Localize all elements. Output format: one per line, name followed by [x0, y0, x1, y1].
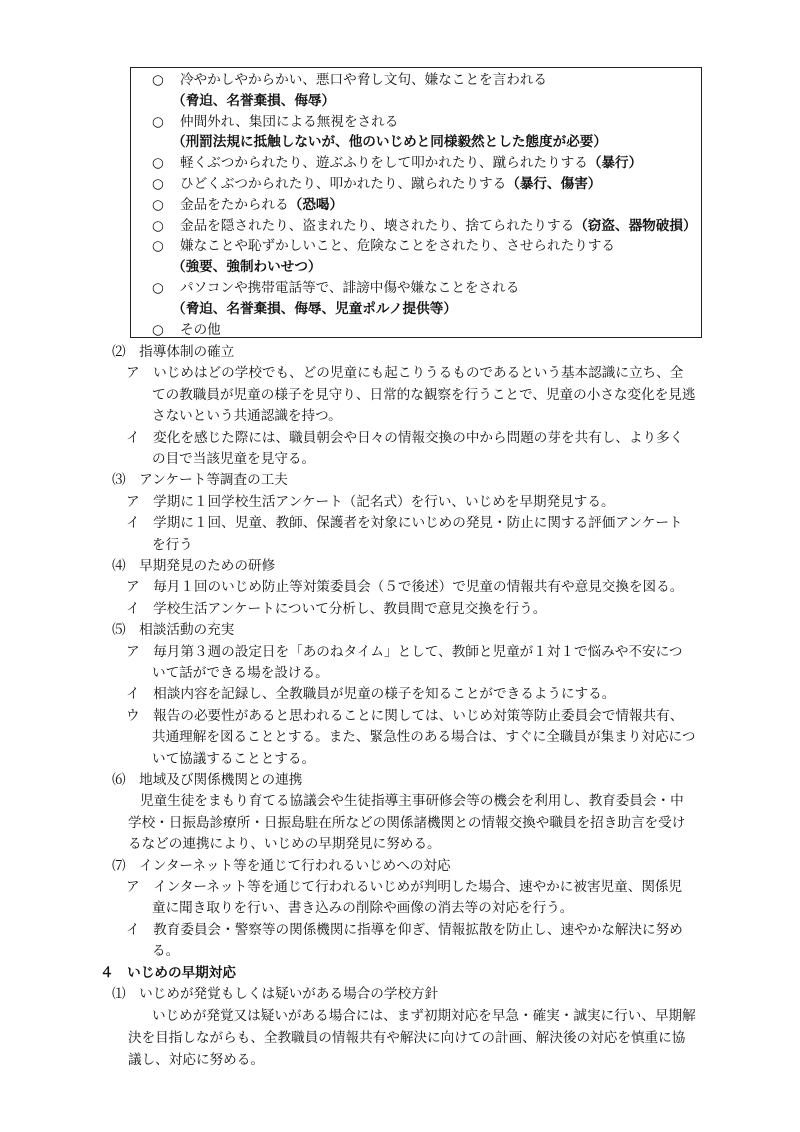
subsection-heading: ⑹ 地域及び関係機関との連携	[112, 772, 303, 788]
section-4-heading: ４ いじめの早期対応	[100, 965, 236, 981]
body-text-line: 児童生徒をまもり育てる協議会や生徒指導主事研修会等の機会を利用し、教育委員会・中	[140, 793, 684, 810]
section-4-sub-1: ⑴ いじめが発覚もしくは疑いがある場合の学校方針	[112, 986, 439, 1002]
bullet-circle-icon: ○	[152, 196, 164, 213]
body-text-line: を行う	[152, 536, 193, 553]
example-text: その他	[180, 321, 221, 338]
bullet-circle-icon: ○	[152, 217, 164, 234]
body-text-line: いて協議することとする。	[152, 750, 316, 767]
box-example-line	[180, 236, 615, 256]
body-text-line: いて話ができる場を設ける。	[152, 665, 329, 681]
box-example-line	[180, 278, 519, 298]
subsection-heading: ⑷ 早期発見のための研修	[112, 558, 276, 574]
box-example-line	[172, 132, 607, 152]
legal-category-label: （暴行、傷害）	[506, 176, 602, 192]
example-text: ひどくぶつかられたり、叩かれたり、蹴られたりする	[180, 176, 507, 192]
box-example-line	[180, 216, 697, 236]
body-text-line: さないという共通認識を持つ。	[152, 408, 342, 425]
example-text: 嫌なことや恥ずかしいこと、危険なことをされたり、させられたりする	[180, 238, 615, 255]
legal-category-label: （強要、強制わいせつ）	[172, 259, 322, 276]
subsection-heading: ⑶ アンケート等調査の工夫	[112, 472, 288, 489]
section-4-para-line: 議し、対応に努める。	[128, 1052, 264, 1068]
legal-category-label: （脅迫、名誉棄損、侮辱）	[172, 92, 336, 109]
example-text: 冷やかしやからかい、悪口や脅し文句、嫌なことを言われる	[180, 72, 548, 88]
bullet-circle-icon: ○	[152, 72, 164, 88]
legal-category-label: （脅迫、名誉棄損、侮辱、児童ポルノ提供等）	[172, 300, 457, 317]
body-text-line: ア 毎月第３週の設定日を「あのねタイム」として、教師と児童が１対１で悩みや不安につ	[126, 643, 683, 660]
example-text: 軽くぶつかられたり、遊ぶふりをして叩かれたり、蹴られたりする	[180, 155, 588, 172]
example-text: 金品をたかられる	[180, 196, 289, 213]
body-text-line: ア 毎月１回のいじめ防止等対策委員会（５で後述）で児童の情報共有や意見交換を図る。	[126, 579, 684, 596]
subsection-heading: ⑵ 指導体制の確立	[112, 344, 235, 360]
box-example-line	[172, 299, 457, 319]
box-example-line	[172, 257, 322, 277]
body-text-line: イ 変化を感じた際には、職員朝会や日々の情報交換の中から問題の芽を共有し、より多く	[126, 429, 684, 446]
section-4-para-line: いじめが発覚又は疑いがある場合には、まず初期対応を早急・確実・誠実に行い、早期解	[152, 1008, 696, 1024]
box-example-line	[180, 153, 642, 173]
bullet-circle-icon: ○	[152, 238, 164, 255]
legal-category-label: （刑罰法規に抵触しないが、他のいじめと同様毅然とした態度が必要）	[172, 134, 607, 151]
bullet-circle-icon: ○	[152, 280, 164, 296]
subsection-heading: ⑺ インターネット等を通じて行われるいじめへの対応	[112, 857, 451, 874]
box-example-line	[180, 320, 221, 340]
example-text: 仲間外れ、集団による無視をされる	[180, 113, 399, 130]
body-text-line: る。	[152, 943, 180, 960]
box-example-line	[172, 91, 335, 111]
body-text-line: イ 学期に１回、児童、教師、保護者を対象にいじめの発見・防止に関する評価アンケート	[126, 515, 683, 532]
bullet-circle-icon: ○	[152, 113, 164, 130]
body-text-line: ア いじめはどの学校でも、どの児童にも起こりうるものであるという基本認識に立ち、全	[126, 365, 684, 382]
body-text-line: 学校・日振島診療所・日振島駐在所などの関係諸機関との情報交換や職員を招き助言を受け	[128, 814, 686, 831]
legal-category-label: （恐喝）	[288, 196, 344, 213]
bullet-circle-icon: ○	[152, 176, 164, 192]
legal-category-label: （暴行）	[587, 155, 643, 172]
bullet-circle-icon: ○	[152, 321, 164, 338]
box-example-line	[180, 70, 547, 90]
subsection-heading: ⑸ 相談活動の充実	[112, 622, 235, 639]
body-text-line: ア インターネット等を通じて行われるいじめが判明した場合、速やかに被害児童、関係児	[126, 879, 683, 895]
legal-category-label: （窃盗、器物破損）	[574, 217, 697, 234]
example-text: 金品を隠されたり、盗まれたり、壊されたり、捨てられたりする	[180, 217, 575, 234]
body-text-line: イ 学校生活アンケートについて分析し、教員間で意見交換を行う。	[126, 600, 547, 617]
body-text-line: イ 教育委員会・警察等の関係機関に指導を仰ぎ、情報拡散を防止し、速やかな解決に努め	[126, 921, 683, 938]
body-text-line: ア 学期に１回学校生活アンケート（記名式）を行い、いじめを早期発見する。	[126, 493, 615, 510]
body-text-line: ウ 報告の必要性があると思われることに関しては、いじめ対策等防止委員会で情報共有、	[126, 707, 684, 724]
section-4-para-line: 決を目指しながらも、全教職員の情報共有や解決に向けての計画、解決後の対応を慎重に協	[128, 1030, 686, 1046]
box-example-line	[180, 112, 398, 132]
body-text-line: の目で当該児童を見守る。	[152, 451, 316, 467]
body-text-line: るなどの連携により、いじめの早期発見に努める。	[128, 836, 441, 853]
box-example-line	[180, 195, 343, 215]
box-example-line	[180, 174, 601, 194]
body-text-line: イ 相談内容を記録し、全教職員が児童の様子を知ることができるようにする。	[126, 686, 616, 703]
body-text-line: 童に聞き取りを行い、書き込みの削除や画像の消去等の対応を行う。	[152, 900, 574, 917]
body-text-line: ての教職員が児童の様子を見守り、日常的な観察を行うことで、児童の小さな変化を見逃	[152, 386, 696, 403]
body-text-line: 共通理解を図ることとする。また、緊急性のある場合は、すぐに全職員が集まり対応につ	[152, 729, 696, 746]
bullet-circle-icon: ○	[152, 155, 164, 172]
example-text: パソコンや携帯電話等で、誹謗中傷や嫌なことをされる	[180, 280, 520, 296]
